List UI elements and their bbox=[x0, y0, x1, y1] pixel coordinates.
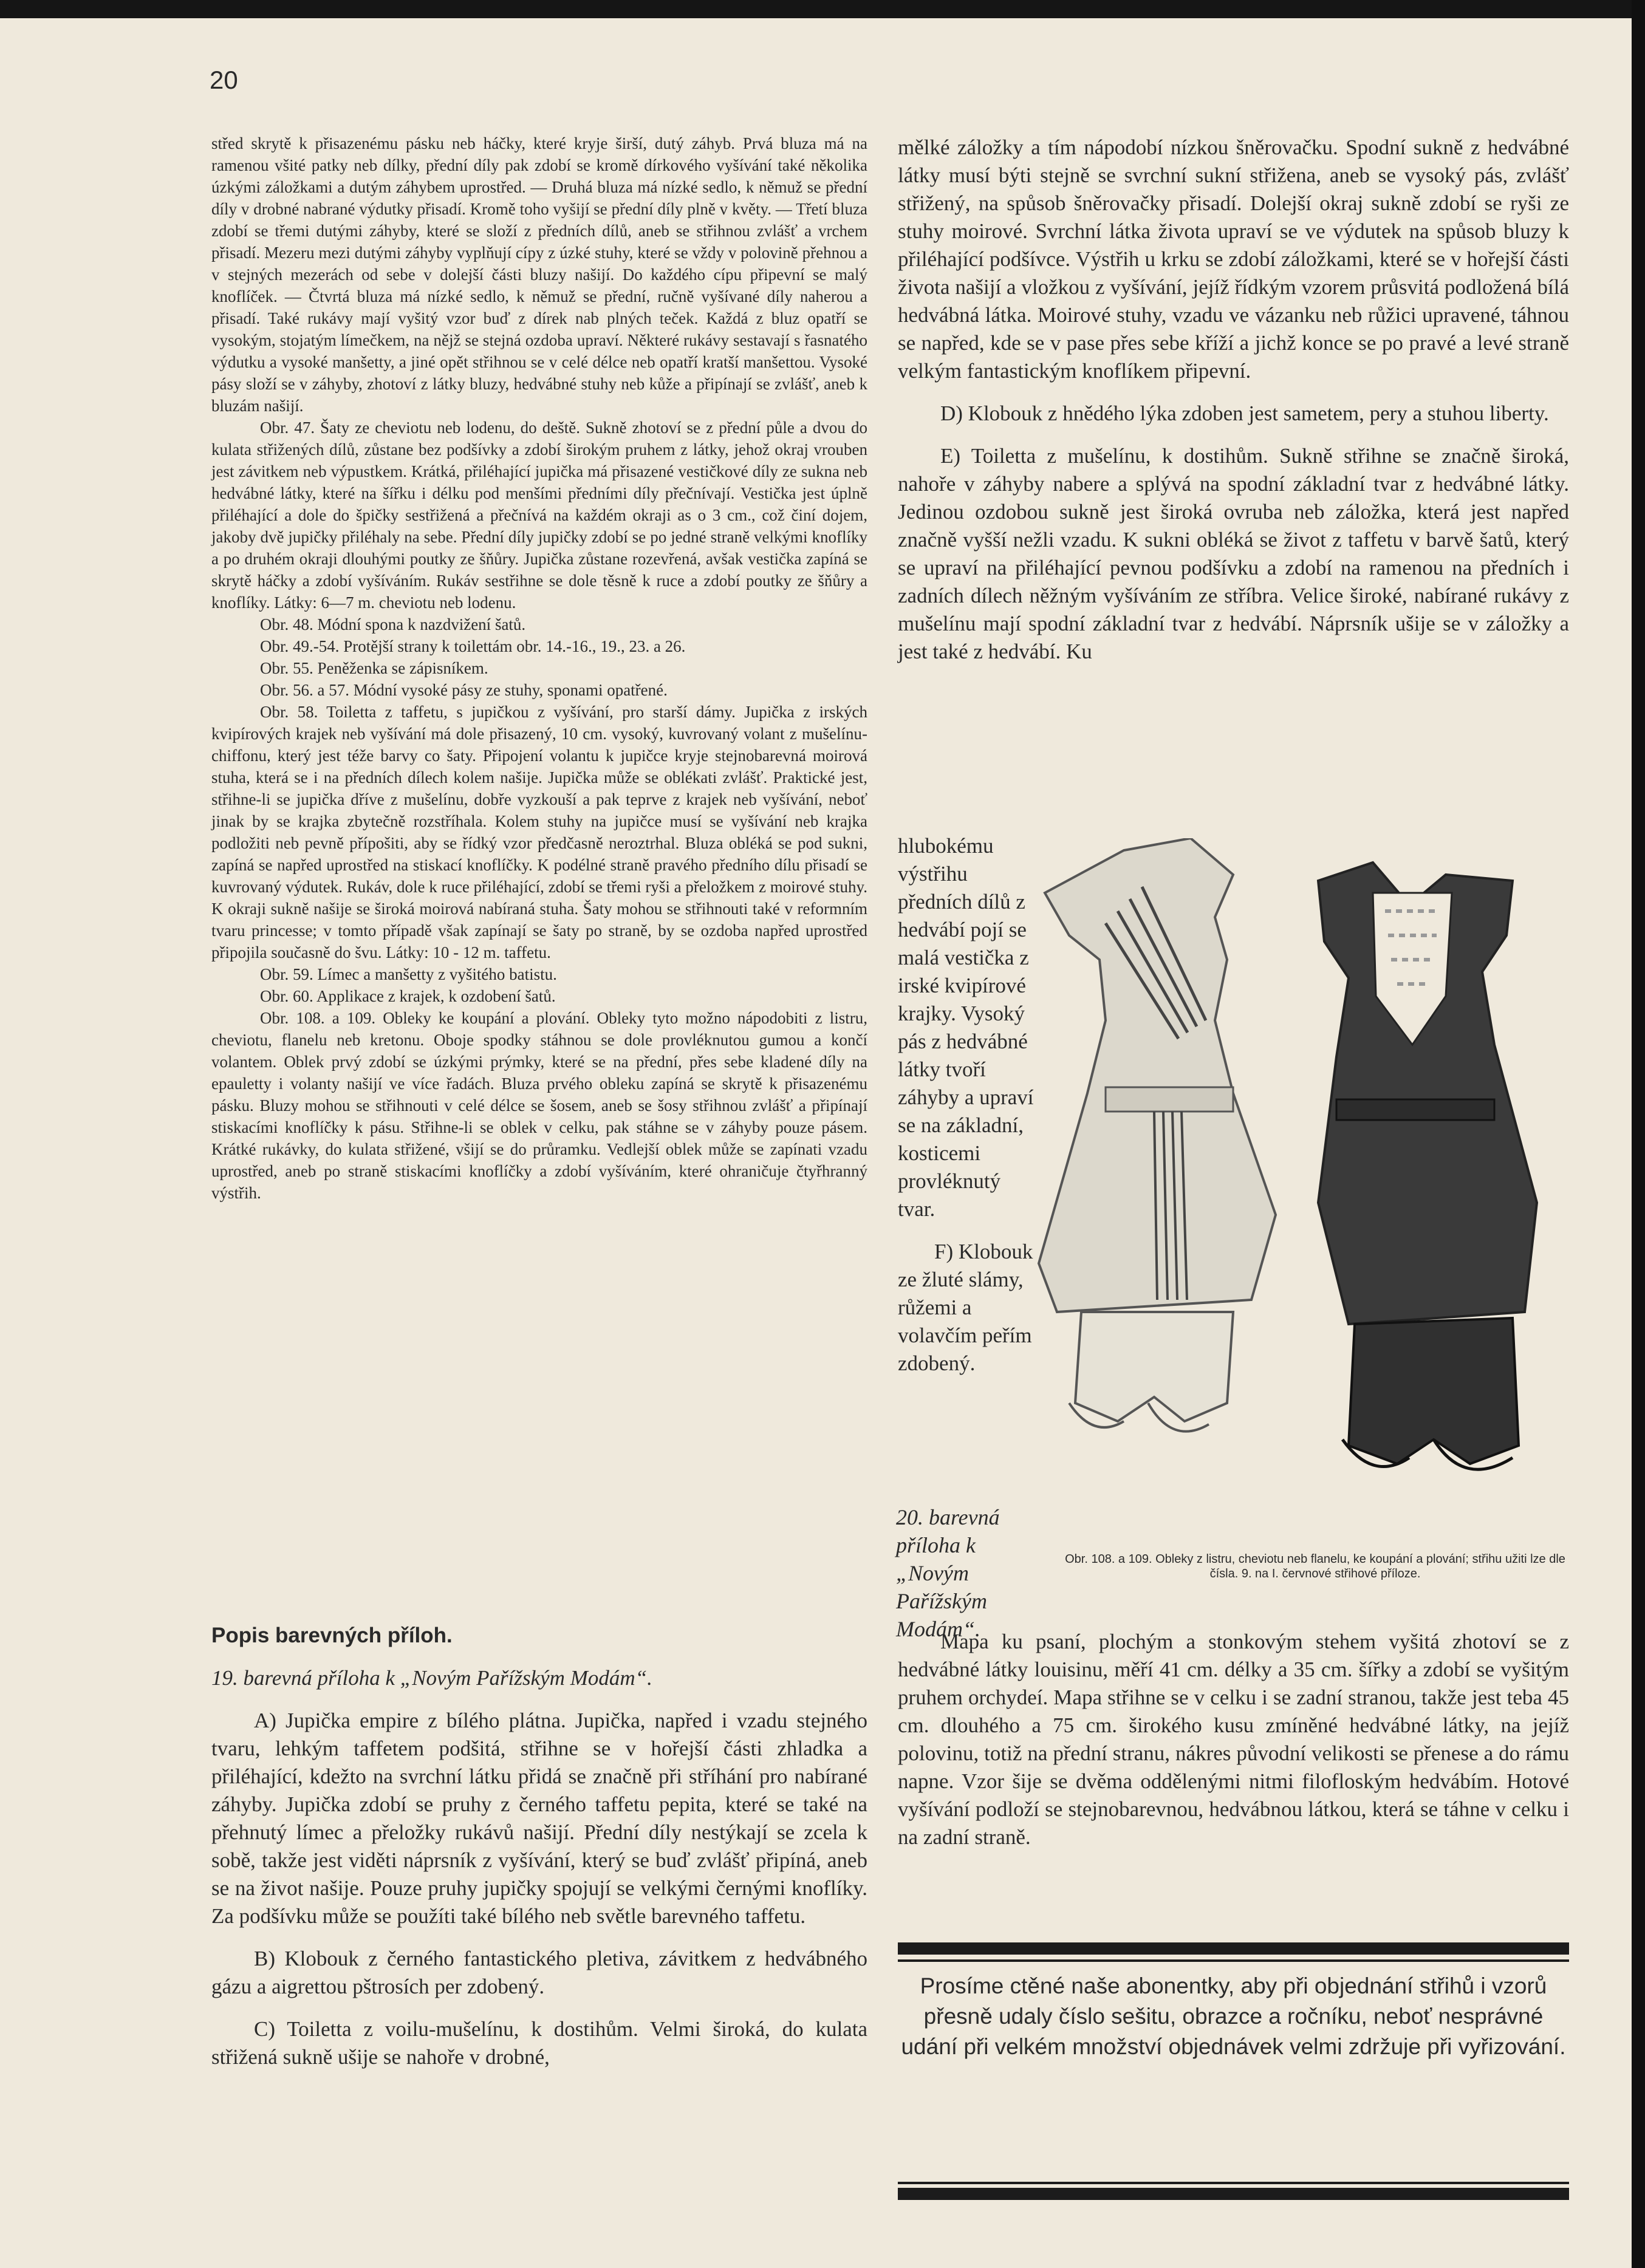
page-number: 20 bbox=[210, 66, 238, 94]
left-column-small-text bbox=[211, 132, 867, 1204]
paragraph-bluzy: střed skrytě k přisazenému pásku neb háčky, které kryje širší, dutý záhyb. Prvá bluza má na ramenou všité patky neb dílky, přední díly pak zdobí se kromě dírkového vyšívání také několika úzkými záložkami a dutým záhybem uprostřed. — Druhá bluza má nízké sedlo, k němuž se přední díly v drobné nabrané výdutky přisadí. Kromě toho vyšijí se přední díly plně v květy. — Třetí bluza zdobí se třemi dutými záhyby, které se složí z předních dílů, aneb se střihnou zvlášť a vrchem přisadí. Mezeru mezi dutými záhyby vyplňují cípy z úzké stuhy, které se vždy v polovině přehnou a v stejných mezerách od sebe v dolejší části bluzy našijí. Do každého cípu připevní se malý knoflíček. — Čtvrtá bluza má nízké sedlo, k němuž se přední, ručně vyšívané díly naherou a přisadí. Také rukávy mají vyšitý vzor buď z dírek nab plných teček. Každá z bluz opatří se vysokým, stojatým límečkem, na nějž se stejná ozdoba upraví. Některé rukávy sestavají s řasnatého výdutku a vysoké manšetty, a jiné opět střihnou se v celé délce neb opatří kratší manšettou. Vysoké pásy složí se v záhyby, zhotoví z látky bluzy, hedvábné stuhy neb kůže a připínají se zvlášť, aneb k bluzám našijí. bbox=[211, 134, 867, 415]
paragraph-mapa: Mapa ku psaní, plochým a stonkovým stehem vyšitá zhotoví se z hedvábné látky louisinu, měří 41 cm. délky a 35 cm. šířky a zdobí se vyšitým pruhem orchydeí. Mapa střihne se v celku i se zadní stranou, takže jest teba 45 cm. dlouhého a 75 cm. širokého kusu zmíněné hedvábné látky, na jejíž polovinu, totiž na přední stranu, nákres původní velikosti se přenese a do rámu napne. Vzor šije se dvěma oddělenými nitmi filofloským hedvábím. Hotové vyšívání podloží se stejnobarevnou, hedvábnou látkou, která se táhne v celku i na zadní straně. bbox=[898, 1630, 1569, 1849]
paragraph-obr-60: Obr. 60. Applikace z krajek, k ozdobení šatů. bbox=[260, 987, 556, 1005]
figure-caption: Obr. 108. a 109. Obleky z listru, cheviotu neb flanelu, ke koupání a plování; střihu užiti lze dle čísla. 9. na I. červnové střihové příloze. bbox=[1065, 1552, 1565, 1580]
paragraph-obr-49-54: Obr. 49.-54. Protější strany k toilettám obr. 14.-16., 19., 23. a 26. bbox=[260, 637, 686, 655]
paragraph-obr-48: Obr. 48. Módní spona k nazdvižení šatů. bbox=[260, 615, 526, 634]
section-subheading: 19. barevná příloha k „Novým Pařížským Modám“. bbox=[211, 1666, 652, 1690]
paragraph-plate-f: F) Klobouk ze žluté slámy, růžemi a volavčím peřím zdobený. bbox=[898, 1240, 1033, 1375]
paragraph-obr-108-109: Obr. 108. a 109. Obleky ke koupání a plování. Obleky tyto možno nápodobiti z listru, cheviotu, flanelu neb kretonu. Oboje spodky stáhnou se dole provléknutou gumou a končí volantem. Oblek prvý zdobí se úzkými prýmky, které se na přední, přes sebe kladené díly na epauletty i volanty našijí ve více řadách. Bluza prvého obleku zapíná se skrytě k přisazenému pásku. Bluzy mohou se střihnouti v celé délce se šosem, aneb se šosy střihnou zvlášť a připínají stiskacími knoflíčky k pásu. Střihne-li se oblek v celku, pak stáhne se v záhyby pouze pásem. Krátké rukávky, do kulata střižené, všijí se do průramku. Vedlejší oblek může se zapínati vzadu uprostřed, aneb po straně stiskacími knoflíčky a zdobí vyšíváním, které ohraničuje čtyřhranný výstřih. bbox=[211, 1009, 867, 1202]
subscriber-notice: Prosíme ctěné naše abonentky, aby při objednání střihů i vzorů přesně udaly číslo sešitu, obrazce a ročníku, neboť nesprávné udání při velkém množství objednávek velmi zdržuje při vyřizování. bbox=[901, 1973, 1566, 2059]
right-column-text bbox=[898, 134, 1569, 680]
paragraph-obr-58: Obr. 58. Toiletta z taffetu, s jupičkou z vyšívání, pro starší dámy. Jupička z irských kvipírových krajek neb vyšívání má dole přisazený, 10 cm. vysoký, kuvrovaný volant z mušelínu-chiffonu, který jest téže barvy co šaty. Připojení volantu k jupičce kryje stejnobarevná moirová stuha, která se i na předních dílech kolem našije. Jupička může se oblékati zvlášť. Praktické jest, střihne-li se jupička dříve z mušelínu, dobře vyzkouší a pak teprve z krajek neb vyšívání, neboť jinak by se krajka zbytečně rozstříhala. Kolem stuhy na jupičce musí se vyšívání neb krajka podložiti neb pevně přípošiti, aby se řídký vzor předčasně neroztrhal. Bluza obléká se pod sukni, zapíná se napřed uprostřed na stiskací knoflíčky. K podélné straně pravého předního dílu přisadí se kuvrovaný výdutek. Rukáv, dole k ruce přiléhající, zdobí se třemi ryši a přeložkem z moirové stuhy. K okraji sukně našije se široká moirová nabíraná stuha. Šaty mohou se střihnouti také v reformním tvaru princesse; v tomto případě však zapínají se šaty po straně, by se ozdoba napřed uprostřed připojila současně do švu. Látky: 10 - 12 m. taffetu. bbox=[211, 703, 867, 962]
dark-bathing-costume bbox=[1318, 862, 1537, 1469]
paragraph-plate-e: E) Toiletta z mušelínu, k dostihům. Sukně střihne se značně široká, nahoře v záhyby nabere a splývá na spodní základní tvar z hedvábné látky. Jedinou ozdobou sukně jest široká ovruba neb záložka, která jest napřed značně vyšší nežli vzadu. K sukni obléká se život z taffetu v barvě šatů, který se upraví na přiléhající pevnou podšívku a zdobí na ramenou na předních i zadních dílech něžným vyšíváním ze stříbra. Velice široké, nabírané rukávy z mušelínu mají spodní základní tvar z hedvábí. Náprsník ušije se v záložky a jest také z hedvábí. Ku bbox=[898, 444, 1569, 663]
bottom-rule-thin bbox=[898, 2182, 1569, 2184]
top-rule-thin bbox=[898, 1959, 1569, 1962]
scan-right-edge bbox=[1632, 0, 1645, 2268]
paragraph-plate-d: D) Klobouk z hnědého lýka zdoben jest sametem, pery a stuhou liberty. bbox=[940, 401, 1549, 425]
paragraph-obr-56-57: Obr. 56. a 57. Módní vysoké pásy ze stuhy, sponami opatřené. bbox=[260, 681, 668, 699]
top-rule-thick bbox=[898, 1942, 1569, 1955]
paragraph-plate-c-cont: mělké záložky a tím nápodobí nízkou šněrovačku. Spodní sukně z hedvábné látky musí býti stejně se svrchní sukní střižena, aneb se vysoký pás, zvlášť střižený, na spůsob šněrovačky přisadí. Dolejší okraj sukně zdobí se ryši ze stuhy moirové. Svrchní látka života upraví se ve výdutek na spůsob bluzy k přiléhající podšívce. Výstřih u krku se zdobí záložkami, které se v hořejší části života našijí a vložkou z vyšívání, jejíž řídkým vzorem průsvitá podložená bílá hedvábná látka. Moirové stuhy, vzadu ve vázanku neb růžici upravené, táhnou se napřed, kde se v pase přes sebe kříží a jichž konce se po pravé a levé straně velkým fantastickým knoflíkem připevní. bbox=[898, 135, 1569, 383]
section-heading: Popis barevných příloh. bbox=[211, 1624, 453, 1647]
narrow-text-column bbox=[898, 832, 1038, 1378]
paragraph-obr-55: Obr. 55. Peněženka se zápisníkem. bbox=[260, 659, 488, 677]
paragraph-plate-e-cont: hlubokému výstřihu předních dílů z hedvábí pojí se malá vestička z irské kvipírové krajky. Vysoký pás z hedvábné látky tvoří záhyby a upraví se na základní, kosticemi provléknutý tvar. bbox=[898, 834, 1034, 1221]
paragraph-plate-a: A) Jupička empire z bílého plátna. Jupička, napřed i vzadu stejného tvaru, lehkým taffetem podšitá, střihne se v hořejší části zhladka a přiléhající, kdežto na svrchní látku přidá se značně při stříhání pro nabírané záhyby. Jupička zdobí se pruhy z černého taffetu pepita, které se také na přehnutý límec a přeložky rukávů našijí. Přední díly nestýkají se zcela k sobě, takže jest viděti náprsník z vyšívání, který se buď zvlášť připíná, aneb se na život našije. Pouze pruhy jupičky spojují se velkými černými knoflíky. Za podšívku může se použíti také bílého neb světle barevného taffetu. bbox=[211, 1709, 867, 1928]
scan-top-edge bbox=[0, 0, 1645, 18]
left-column-plates bbox=[211, 1622, 867, 2086]
paragraph-plate-b: B) Klobouk z černého fantastického pletiva, závitkem z hedvábného gázu a aigrettou pštrosích per zdobený. bbox=[211, 1947, 867, 1998]
bottom-rule-thick bbox=[898, 2188, 1569, 2200]
map-paragraph-block bbox=[898, 1628, 1569, 1866]
light-bathing-costume bbox=[1039, 838, 1276, 1432]
plate-20-caption: 20. barevná příloha k „Novým Pařížským Modám“. bbox=[896, 1505, 1000, 1641]
paragraph-plate-c: C) Toiletta z voilu-mušelínu, k dostihům. Velmi široká, do kulata střižená sukně ušije se nahoře v drobné, bbox=[211, 2017, 867, 2069]
bathing-costumes-illustration bbox=[1033, 838, 1567, 1579]
paragraph-obr-47: Obr. 47. Šaty ze cheviotu neb lodenu, do deště. Sukně zhotoví se z přední půle a dvou do kulata střižených dílů, zůstane bez podšívky a zdobí širokým pruhem z látky, jehož okraj vrouben jest závitkem neb výpustkem. Krátká, přiléhající jupička má přisazené vestičkové díly ze sukna neb hedvábné látky, které na šířku i délku pod menšími předními díly přečnívají. Vestička jest úplně přiléhající a dole do špičky sestřižená a přečnívá na každém okraji as o 3 cm., což činí dojem, jakoby dvě jupičky přiléhaly na sebe. Přední díly jupičky zdobí se po jedné straně velkými knoflíky a po druhém okraji dlouhými poutky ze šňůry. Jupička zůstane rozevřená, avšak vestička zapíná se skrytě háčky a zdobí vyšíváním. Rukáv sestřihne se dole těsně k ruce a zdobí poutky ze šňůry a knoflíky. Látky: 6—7 m. cheviotu neb lodenu. bbox=[211, 418, 867, 612]
paragraph-obr-59: Obr. 59. Límec a manšetty z vyšitého batistu. bbox=[260, 965, 557, 983]
